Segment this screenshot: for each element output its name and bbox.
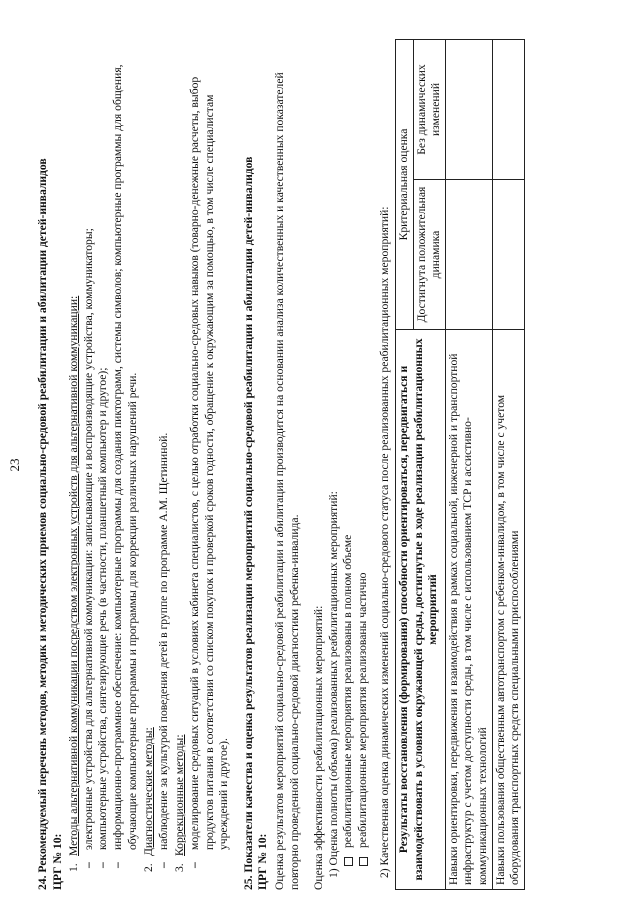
- table-cell-skill: Навыки ориентировки, передвижения и взаимодействия в рамках социальной, инженерной и транспортной инфраструктур с учетом доступности среды, в том числе с использованием ТСР и ассистивно-коммуникационных технологий: [445, 330, 492, 890]
- table-cell-no-change[interactable]: [492, 40, 524, 180]
- list-item: – информационно-программное обеспечение: компьютерные программы для создания пиктограмм, системы символов; компьютерные программы для общения, обучающие компьютерные программы и программы для коррекции различных нарушений речи.: [111, 40, 140, 890]
- section24-title-line2: ЦРГ № 10:: [50, 833, 64, 890]
- table-cell-skill: Навыки пользования общественным автотранспортом с ребенком-инвалидом, в том числе с учетом оборудования транспортных средств специальными приспособлениями: [492, 330, 524, 890]
- option-label: реабилитационные мероприятия реализованы в полном объеме: [341, 534, 355, 848]
- method-group-3: [173, 40, 188, 872]
- option-partial-completion[interactable]: [356, 40, 371, 890]
- outcomes-table: [395, 39, 525, 890]
- method-group-1-heading: Методы альтернативной коммуникации посредством электронных устройств для альтернативной коммуникации:: [67, 295, 81, 856]
- method-group-1-number: 1.: [67, 863, 81, 872]
- table-header-no-change: Без динамических изменений: [413, 40, 445, 180]
- table-header-row: [396, 40, 414, 890]
- table-header-criteria: Критериальная оценка: [396, 40, 414, 330]
- page-number: 23: [7, 458, 22, 472]
- table-header-results: Результаты восстановления (формирования) способности ориентироваться, передвигаться и взаимодействовать в условиях окружающей среды, достигнутые в ходе реализации реабилитационных мероприятий: [396, 330, 446, 890]
- section24-title: [36, 40, 65, 890]
- method-group-1: [67, 40, 82, 872]
- section24-title-line1: 24. Рекомендуемый перечень методов, методик и методических приемов социально-средовой реабилитации и абилитации детей-инвалидов: [36, 158, 49, 890]
- section25-title-line1: 25. Показатели качества и оценка результатов реализации мероприятий социально-средовой реабилитации и абилитации детей-инвалидов: [241, 156, 255, 890]
- table-row: [492, 40, 524, 890]
- table-cell-positive[interactable]: [445, 180, 492, 330]
- table-cell-no-change[interactable]: [445, 40, 492, 180]
- list-item: – наблюдение за культурой поведения детей в группе по программе А.М. Щетининой.: [157, 40, 172, 890]
- table-cell-positive[interactable]: [492, 180, 524, 330]
- section25-title-line2: ЦРГ № 10:: [256, 833, 270, 890]
- q1-title: 1) Оценка полноты (объема) реализованных реабилитационных мероприятий:: [326, 491, 340, 878]
- table-header-positive: Достигнута положительная динамика: [413, 180, 445, 330]
- section25-title: [242, 40, 271, 890]
- method-group-3-number: 3.: [173, 863, 187, 872]
- effectiveness-title: Оценка эффективности реабилитационных мероприятий:: [312, 605, 326, 890]
- method-group-1-list: [82, 40, 140, 890]
- method-group-3-list: [188, 40, 232, 890]
- method-group-2-list: [157, 40, 172, 890]
- list-item: – моделирование средовых ситуаций в условиях кабинета специалистов, с целью отработки социально-средовых навыков (товарно-денежные расчеты, выбор продуктов питания в соответствии со списком покупок и проверкой сроков годности, обращение к окружающим за помощью, в том числе специалистам учреждений и другое).: [188, 40, 232, 890]
- evaluation-paragraph: Оценка результатов мероприятий социально-средовой реабилитации и абилитации производится на основании анализа количественных и качественных показателей повторно проведенной социально-средовой диагностики ребенка-инвалида.: [272, 72, 301, 890]
- rotated-content: [7, 40, 580, 890]
- list-item: – электронные устройства для альтернативной коммуникации: записывающие и воспроизводящие устройства, коммуникаторы;: [82, 40, 97, 890]
- method-group-2-heading: Диагностические методы:: [142, 727, 156, 856]
- option-label: реабилитационные мероприятия реализованы частично: [355, 572, 369, 848]
- list-item: – компьютерные устройства, синтезирующие речь (в частности, планшетный компьютер и другое);: [96, 40, 111, 890]
- checkbox-icon[interactable]: [344, 857, 353, 866]
- table-row: [445, 40, 492, 890]
- checkbox-icon[interactable]: [359, 857, 368, 866]
- q2-title: 2) Качественная оценка динамических изменений социально-средового статуса после реализованных реабилитационных мероприятий:: [378, 206, 392, 878]
- method-group-2: [142, 40, 157, 872]
- option-full-completion[interactable]: [341, 40, 356, 890]
- effectiveness-block: [312, 40, 370, 890]
- method-group-3-heading: Коррекционные методы:: [173, 734, 187, 856]
- method-group-2-number: 2.: [142, 863, 156, 872]
